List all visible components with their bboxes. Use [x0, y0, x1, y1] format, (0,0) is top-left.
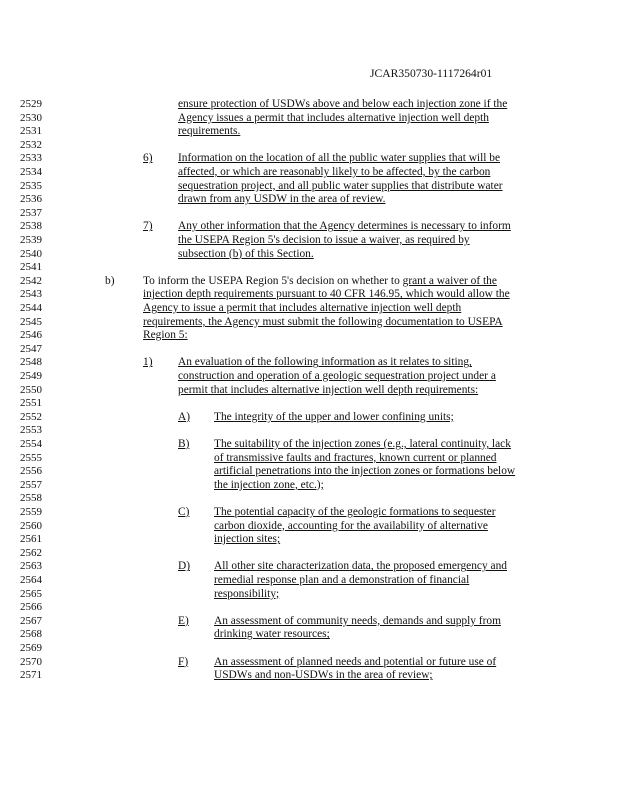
text-run: sequestration project, and all public water supplies that distribute water: [178, 179, 503, 192]
document-line: [0, 370, 618, 384]
text-run: Region 5:: [143, 329, 188, 342]
text-run: drawn from any USDW in the area of review.: [178, 193, 386, 206]
line-number: 2542: [20, 274, 42, 287]
text-run: To inform the USEPA Region 5's decision on whether to: [143, 274, 403, 287]
text-run: USDWs and non-USDWs in the area of review;: [214, 669, 433, 682]
text-run: remedial response plan and a demonstration of financial: [214, 574, 470, 586]
line-number: 2550: [20, 383, 42, 396]
line-number: 2543: [20, 288, 42, 301]
line-text: [143, 329, 188, 341]
document-line: [0, 628, 618, 642]
text-run: grant a waiver of the: [402, 274, 497, 287]
document-line: [0, 520, 618, 534]
line-text: [178, 356, 472, 368]
text-run: An assessment of planned needs and potential or future use of: [214, 655, 497, 668]
line-number: 2537: [20, 206, 42, 219]
document-line: [0, 397, 618, 411]
document-line: [0, 574, 618, 588]
document-line: [0, 139, 618, 153]
line-text: [178, 370, 496, 382]
line-number: 2565: [20, 587, 42, 600]
line-number: 2552: [20, 410, 42, 423]
document-line: [0, 302, 618, 316]
line-number: 2559: [20, 506, 42, 518]
line-text: [178, 125, 240, 137]
document-line: [0, 656, 618, 670]
line-text: [178, 98, 507, 110]
document-line: [0, 506, 618, 520]
line-number: 2546: [20, 329, 42, 342]
document-line: [0, 492, 618, 506]
text-run: Agency issues a permit that includes alternative injection well depth: [178, 111, 489, 124]
document-line: [0, 424, 618, 438]
line-number: 2538: [20, 220, 42, 233]
line-number: 2534: [20, 166, 42, 178]
text-run: Agency to issue a permit that includes alternative injection well depth: [143, 302, 462, 314]
text-run: artificial penetrations into the injection zones or formations below: [214, 465, 516, 478]
list-marker: E): [178, 614, 189, 627]
line-text: [214, 533, 280, 545]
line-number: 2553: [20, 424, 42, 437]
line-number: 2560: [20, 519, 42, 532]
document-line: [0, 207, 618, 221]
document-line: [0, 438, 618, 452]
document-line: [0, 125, 618, 139]
line-number: 2562: [20, 546, 42, 559]
line-text: [214, 560, 507, 572]
line-text: [214, 452, 496, 464]
line-number: 2541: [20, 261, 42, 274]
line-number: 2539: [20, 234, 42, 246]
text-run: requirements, the Agency must submit the following documentation to USEPA: [143, 315, 503, 328]
text-run: The potential capacity of the geologic formations to sequester: [214, 506, 496, 518]
document-line: [0, 220, 618, 234]
line-number: 2555: [20, 451, 42, 464]
line-number: 2570: [20, 655, 42, 668]
document-line: [0, 288, 618, 302]
text-run: construction and operation of a geologic sequestration project under a: [178, 370, 496, 382]
line-number: 2557: [20, 478, 42, 491]
line-text: [214, 465, 515, 477]
document-line: [0, 547, 618, 561]
line-text: [143, 302, 461, 314]
text-run: The suitability of the injection zones (e.g., lateral continuity, lack: [214, 438, 511, 450]
line-text: [214, 588, 279, 600]
document-line: [0, 112, 618, 126]
line-number: 2556: [20, 465, 42, 478]
document-line: [0, 234, 618, 248]
document-line: [0, 356, 618, 370]
document-line: [0, 384, 618, 398]
document-line: [0, 152, 618, 166]
document-line: [0, 452, 618, 466]
line-number: 2551: [20, 397, 42, 410]
list-marker: C): [178, 506, 190, 518]
text-run: Information on the location of all the public water supplies that will be: [178, 152, 501, 165]
line-text: [214, 656, 496, 668]
document-line: [0, 329, 618, 343]
line-text: [178, 220, 511, 232]
line-text: [143, 275, 497, 287]
line-text: [214, 520, 488, 532]
line-number: 2564: [20, 574, 42, 586]
line-text: [214, 628, 330, 640]
line-number: 2545: [20, 315, 42, 328]
text-run: Any other information that the Agency determines is necessary to inform: [178, 220, 511, 233]
line-text: [178, 248, 314, 260]
line-text: [143, 316, 503, 328]
line-number: 2568: [20, 628, 42, 641]
line-number: 2563: [20, 560, 42, 573]
line-text: [214, 479, 324, 491]
line-number: 2547: [20, 342, 42, 355]
list-marker: b): [105, 274, 115, 287]
line-number: 2536: [20, 193, 42, 206]
text-run: injection depth requirements pursuant to 40 CFR 146.95, which would allow the: [143, 288, 510, 301]
document-line: [0, 275, 618, 289]
document-line: [0, 533, 618, 547]
text-run: ensure protection of USDWs above and below each injection zone if the: [178, 98, 508, 110]
line-number: 2549: [20, 370, 42, 382]
document-line: [0, 248, 618, 262]
line-number: 2540: [20, 247, 42, 260]
document-line: [0, 411, 618, 425]
document-line: [0, 343, 618, 357]
document-line: [0, 479, 618, 493]
line-number: 2548: [20, 356, 42, 369]
line-number: 2529: [20, 98, 42, 110]
list-marker: A): [178, 410, 191, 423]
document-id-header: JCAR350730-1117264r01: [370, 67, 493, 80]
text-run: An evaluation of the following information as it relates to siting,: [178, 356, 472, 369]
line-text: [214, 615, 501, 627]
line-text: [214, 411, 454, 423]
line-number: 2533: [20, 152, 42, 165]
document-line: [0, 180, 618, 194]
text-run: An assessment of community needs, demands and supply from: [214, 614, 501, 627]
line-number: 2554: [20, 438, 42, 450]
list-marker: 7): [143, 220, 153, 233]
text-run: All other site characterization data, the proposed emergency and: [214, 560, 507, 573]
text-run: of transmissive faults and fractures, known current or planned: [214, 451, 497, 464]
text-run: drinking water resources;: [214, 628, 330, 641]
line-number: 2544: [20, 302, 42, 314]
line-text: [178, 193, 386, 205]
document-line: [0, 166, 618, 180]
line-text: [214, 506, 496, 518]
text-run: The integrity of the upper and lower confining units;: [214, 410, 454, 423]
line-number: 2566: [20, 601, 42, 614]
document-line: [0, 615, 618, 629]
line-text: [178, 112, 489, 124]
line-text: [214, 438, 511, 450]
line-number: 2531: [20, 125, 42, 138]
text-run: the injection zone, etc.);: [214, 478, 324, 491]
document-line: [0, 588, 618, 602]
list-marker: D): [178, 560, 191, 573]
text-run: responsibility;: [214, 587, 280, 600]
list-marker: 1): [143, 356, 153, 369]
document-line: [0, 669, 618, 683]
line-number: 2532: [20, 138, 42, 151]
line-number: 2571: [20, 669, 42, 682]
line-number: 2530: [20, 111, 42, 124]
list-marker: 6): [143, 152, 153, 165]
text-run: affected, or which are reasonably likely to be affected, by the carbon: [178, 166, 491, 178]
document-line: [0, 261, 618, 275]
text-run: requirements.: [178, 125, 241, 138]
line-number: 2535: [20, 179, 42, 192]
line-text: [178, 180, 503, 192]
list-marker: B): [178, 438, 190, 450]
line-text: [178, 234, 470, 246]
document-line: [0, 465, 618, 479]
line-number: 2569: [20, 642, 42, 654]
text-run: the USEPA Region 5's decision to issue a waiver, as required by: [178, 234, 470, 246]
line-number: 2558: [20, 492, 42, 505]
list-marker: F): [178, 655, 189, 668]
line-text: [143, 288, 510, 300]
document-line: [0, 601, 618, 615]
text-run: subsection (b) of this Section.: [178, 247, 314, 260]
text-run: carbon dioxide, accounting for the availability of alternative: [214, 519, 488, 532]
line-text: [214, 574, 469, 586]
line-text: [214, 669, 433, 681]
line-number: 2561: [20, 533, 42, 546]
document-line: [0, 193, 618, 207]
document-line: [0, 642, 618, 656]
line-text: [178, 152, 500, 164]
document-line: [0, 560, 618, 574]
document-line: [0, 98, 618, 112]
line-number: 2567: [20, 614, 42, 627]
text-run: permit that includes alternative injection well depth requirements:: [178, 383, 479, 396]
line-text: [178, 166, 490, 178]
document-line: [0, 316, 618, 330]
text-run: injection sites;: [214, 533, 281, 546]
line-text: [178, 384, 478, 396]
